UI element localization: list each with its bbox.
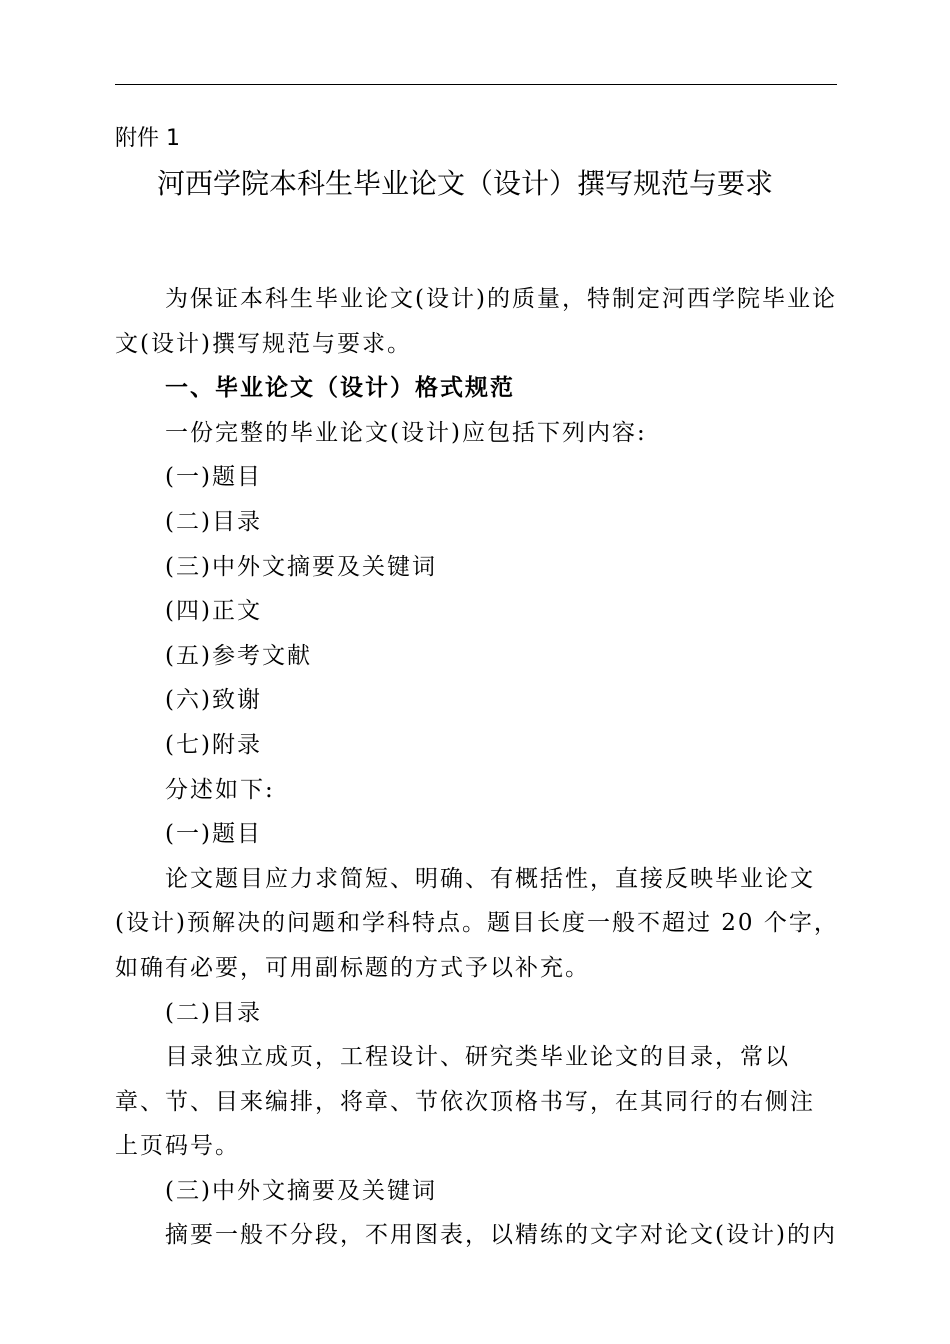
document-body (115, 277, 839, 1258)
subsection-paragraph: 摘要一般不分段，不用图表，以精练的文字对论文(设计)的内 (165, 1222, 837, 1249)
subsection-heading: (三)中外文摘要及关键词 (165, 1177, 437, 1204)
attachment-label: 附件 1 (115, 126, 180, 151)
contents-lead: 一份完整的毕业论文(设计)应包括下列内容: (165, 419, 647, 446)
subsection-heading: (一)题目 (165, 821, 262, 848)
contents-item: (二)目录 (165, 508, 262, 535)
contents-item: (七)附录 (165, 731, 262, 758)
intro-paragraph: 为保证本科生毕业论文(设计)的质量，特制定河西学院毕业论文(设计)撰写规范与要求。 (115, 286, 837, 357)
detail-lead: 分述如下: (165, 776, 275, 803)
contents-item: (三)中外文摘要及关键词 (165, 553, 437, 580)
subsection-heading: (二)目录 (165, 999, 262, 1026)
contents-item: (六)致谢 (165, 687, 262, 714)
section-heading: 一、毕业论文（设计）格式规范 (165, 375, 515, 402)
document-title: 河西学院本科生毕业论文（设计）撰写规范与要求 (157, 167, 774, 200)
subsection-paragraph: 目录独立成页，工程设计、研究类毕业论文的目录，常以章、节、目来编排，将章、节依次顶格书写，在其同行的右侧注上页码号。 (115, 1044, 815, 1160)
contents-item: (四)正文 (165, 598, 262, 625)
contents-item: (一)题目 (165, 464, 262, 491)
header-rule (115, 84, 837, 85)
subsection-paragraph: 论文题目应力求简短、明确、有概括性，直接反映毕业论文(设计)预解决的问题和学科特点。题目长度一般不超过 20 个字，如确有必要，可用副标题的方式予以补充。 (115, 865, 839, 981)
contents-item: (五)参考文献 (165, 642, 312, 669)
